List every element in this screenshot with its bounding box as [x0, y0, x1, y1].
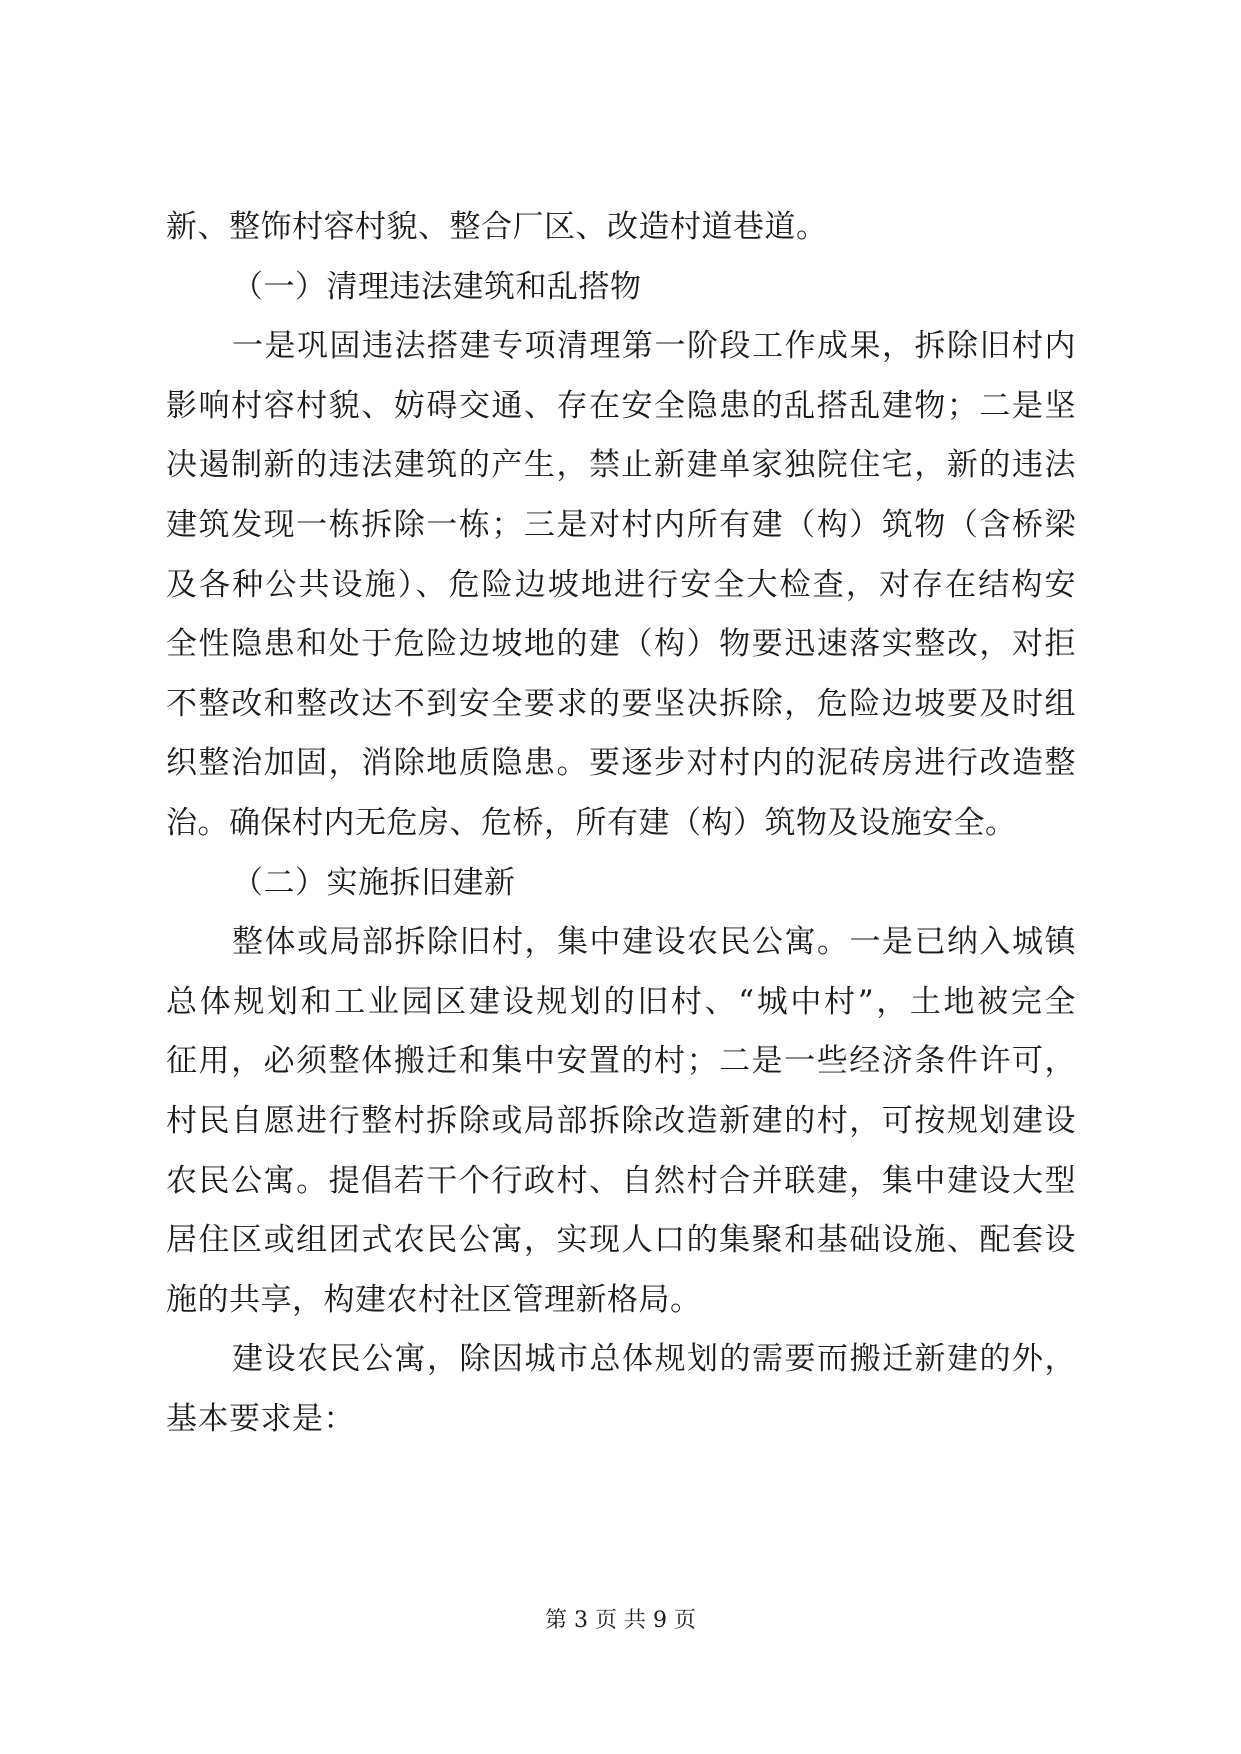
text-line: 农民公寓。提倡若干个行政村、自然村合并联建，集中建设大型	[166, 1162, 1076, 1199]
text-line: 新、整饰村容村貌、整合厂区、改造村道巷道。	[166, 209, 828, 245]
section-heading: （一）清理违法建筑和乱搭物	[232, 268, 642, 305]
text-line: 征用，必须整体搬迁和集中安置的村；二是一些经济条件许可，	[166, 1043, 1076, 1080]
text-line: 村民自愿进行整村拆除或局部拆除改造新建的村，可按规划建设	[166, 1102, 1076, 1139]
text-line: 总体规划和工业园区建设规划的旧村、“城中村”，土地被完全	[166, 983, 1076, 1020]
page-number-footer: 第 3 页 共 9 页	[545, 1608, 696, 1633]
text-line: 建筑发现一栋拆除一栋；三是对村内所有建（构）筑物（含桥梁	[166, 506, 1076, 543]
text-line: 决遏制新的违法建筑的产生，禁止新建单家独院住宅，新的违法	[166, 447, 1076, 484]
text-line: 及各种公共设施）、危险边坡地进行安全大检查，对存在结构安	[166, 566, 1076, 603]
text-line: 全性隐患和处于危险边坡地的建（构）物要迅速落实整改，对拒	[166, 626, 1076, 663]
text-line: 整体或局部拆除旧村，集中建设农民公寓。一是已纳入城镇	[232, 924, 1076, 961]
text-line: 建设农民公寓，除因城市总体规划的需要而搬迁新建的外，	[232, 1341, 1076, 1378]
body-text	[166, 198, 1076, 1449]
text-line: 施的共享，构建农村社区管理新格局。	[166, 1281, 702, 1318]
text-line: 一是巩固违法搭建专项清理第一阶段工作成果，拆除旧村内	[232, 328, 1076, 365]
text-line: 基本要求是：	[166, 1400, 355, 1437]
text-line: 居住区或组团式农民公寓，实现人口的集聚和基础设施、配套设	[166, 1222, 1076, 1259]
section-heading: （二）实施拆旧建新	[232, 864, 516, 901]
text-line: 影响村容村貌、妨碍交通、存在安全隐患的乱搭乱建物；二是坚	[166, 387, 1076, 424]
text-line: 不整改和整改达不到安全要求的要坚决拆除，危险边坡要及时组	[166, 685, 1076, 722]
text-line: 治。确保村内无危房、危桥，所有建（构）筑物及设施安全。	[166, 804, 1017, 841]
text-line: 织整治加固，消除地质隐患。要逐步对村内的泥砖房进行改造整	[166, 745, 1076, 782]
